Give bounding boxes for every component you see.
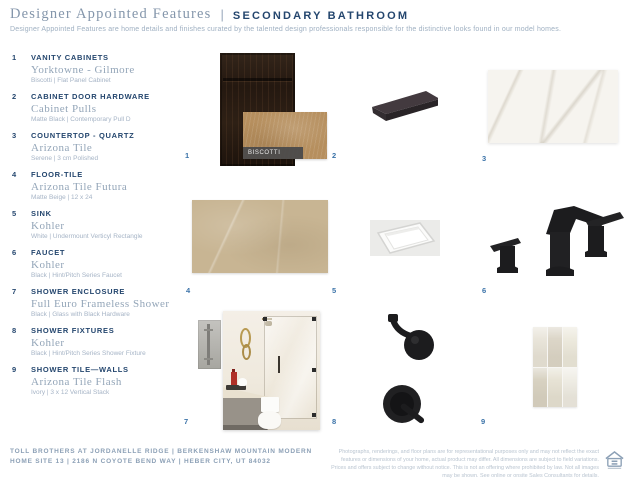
title-divider: |: [220, 7, 224, 22]
page-header: [10, 6, 561, 33]
feature-category: FAUCET: [31, 248, 66, 257]
tile-plank: [548, 368, 562, 408]
toilet-bowl: [258, 411, 281, 429]
handle-bracket: [204, 329, 213, 331]
title-main: Designer Appointed Features: [10, 6, 212, 22]
glass-hinge: [312, 413, 316, 417]
feature-category: FLOOR-TILE: [31, 170, 83, 179]
sink-image: [370, 220, 440, 256]
feature-detail: White | Undermount Verticyl Rectangle: [31, 232, 143, 240]
feature-detail: Biscotti | Flat Panel Cabinet: [31, 76, 111, 84]
feature-name: Full Euro Frameless Shower: [31, 297, 170, 310]
feature-category: SHOWER TILE—WALLS: [31, 365, 129, 374]
gallery-number-2: 2: [332, 151, 337, 160]
gallery-number-4: 4: [186, 286, 191, 295]
feature-category: COUNTERTOP - QUARTZ: [31, 131, 135, 140]
feature-name: Cabinet Pulls: [31, 102, 97, 115]
cabinet-rail-line: [223, 78, 292, 81]
glass-hinge: [263, 317, 267, 321]
feature-number: 6: [12, 248, 17, 257]
feature-number: 2: [12, 92, 17, 101]
floor-tile-image: [192, 200, 328, 273]
glass-hinge: [312, 317, 316, 321]
swatch-label: BISCOTTI: [243, 147, 303, 159]
shower-enclosure-photo: [223, 311, 320, 430]
feature-detail: Black | Hint/Pitch Series Faucet: [31, 271, 122, 279]
tile-plank: [563, 327, 577, 367]
footer-project-info: [10, 447, 312, 468]
title-section: SECONDARY BATHROOM: [232, 9, 410, 22]
page-title: [10, 6, 561, 23]
quartz-countertop-image: [488, 70, 618, 143]
feature-name: Yorktowne - Gilmore: [31, 63, 135, 76]
feature-item-faucet: [10, 248, 196, 279]
feature-item-shower-fixtures: [10, 326, 196, 357]
feature-item-shower-tile-walls: [10, 365, 196, 396]
tile-plank: [533, 327, 547, 367]
page-subtitle: Designer Appointed Features are home details and finishes curated by the talented design professionals responsible for the distinctive looks found in our model homes.: [10, 26, 562, 33]
feature-item-cabinet-hardware: [10, 92, 196, 123]
gallery-number-6: 6: [482, 286, 487, 295]
biscotti-finish-swatch: [243, 112, 327, 159]
gallery-number-9: 9: [481, 417, 486, 426]
glass-door-handle: [278, 356, 280, 373]
feature-detail: Serene | 3 cm Polished: [31, 154, 99, 162]
tile-plank: [563, 368, 577, 408]
features-list: [10, 53, 196, 404]
soap-bottle: [231, 372, 237, 385]
feature-name: Arizona Tile Flash: [31, 375, 122, 388]
feature-number: 9: [12, 365, 17, 374]
feature-number: 3: [12, 131, 17, 140]
feature-detail: Black | Hint/Pitch Series Shower Fixture: [31, 349, 146, 357]
feature-category: CABINET DOOR HARDWARE: [31, 92, 150, 101]
shower-fixture-image: [372, 308, 468, 432]
faucet-image: [488, 204, 630, 276]
gallery-number-1: 1: [185, 151, 190, 160]
feature-category: SINK: [31, 209, 52, 218]
handle-bracket: [204, 358, 213, 360]
feature-name: Kohler: [31, 258, 65, 271]
feature-name: Arizona Tile: [31, 141, 93, 154]
feature-detail: Matte Black | Contemporary Pull D: [31, 115, 131, 123]
feature-detail: Matte Beige | 12 x 24: [31, 193, 93, 201]
feature-item-countertop: [10, 131, 196, 162]
footer-disclaimer: Photographs, renderings, and floor plans are for representational purposes only and may not reflect the exact features or dimensions of your home, actual product may differ. All dimensions are subject to field variations. Prices and offers subject to change without notice. This is not an offering where prohibited by law. Not all images may be shown. See online or onsite Sales Consultants for details.: [331, 449, 599, 480]
feature-item-vanity-cabinets: [10, 53, 196, 84]
toilet-tank: [261, 397, 279, 412]
glass-hinge: [312, 368, 316, 372]
feature-number: 7: [12, 287, 17, 296]
shower-wall-tile-image: [533, 327, 577, 407]
gallery-number-5: 5: [332, 286, 337, 295]
feature-number: 5: [12, 209, 17, 218]
feature-number: 4: [12, 170, 17, 179]
feature-category: VANITY CABINETS: [31, 53, 109, 62]
sink-drawing: [370, 220, 440, 256]
feature-name: Kohler: [31, 219, 65, 232]
gold-decor: [242, 344, 251, 360]
equal-housing-opportunity-icon: [604, 450, 625, 471]
feature-item-floor-tile: [10, 170, 196, 201]
feature-category: SHOWER FIXTURES: [31, 326, 115, 335]
footer-project-line: TOLL BROTHERS AT JORDANELLE RIDGE | BERKENSHAW MOUNTAIN MODERN: [10, 448, 313, 455]
feature-detail: Ivory | 3 x 12 Vertical Stack: [31, 388, 110, 396]
gallery-number-3: 3: [482, 154, 487, 163]
feature-item-sink: [10, 209, 196, 240]
cabinet-pull-image: [368, 86, 438, 124]
gallery-number-7: 7: [184, 417, 189, 426]
feature-number: 8: [12, 326, 17, 335]
feature-category: SHOWER ENCLOSURE: [31, 287, 126, 296]
feature-detail: Black | Glass with Black Hardware: [31, 310, 130, 318]
feature-name: Arizona Tile Futura: [31, 180, 128, 193]
tile-plank: [548, 327, 562, 367]
gallery-number-8: 8: [332, 417, 337, 426]
towel: [238, 378, 248, 386]
footer-site-line: HOME SITE 13 | 2186 N COYOTE BEND WAY | HEBER CITY, UT 84032: [10, 458, 271, 466]
shower-hardware-strip-image: [198, 320, 221, 369]
feature-number: 1: [12, 53, 17, 62]
feature-item-shower-enclosure: [10, 287, 196, 318]
feature-name: Kohler: [31, 336, 65, 349]
tile-plank: [533, 368, 547, 408]
